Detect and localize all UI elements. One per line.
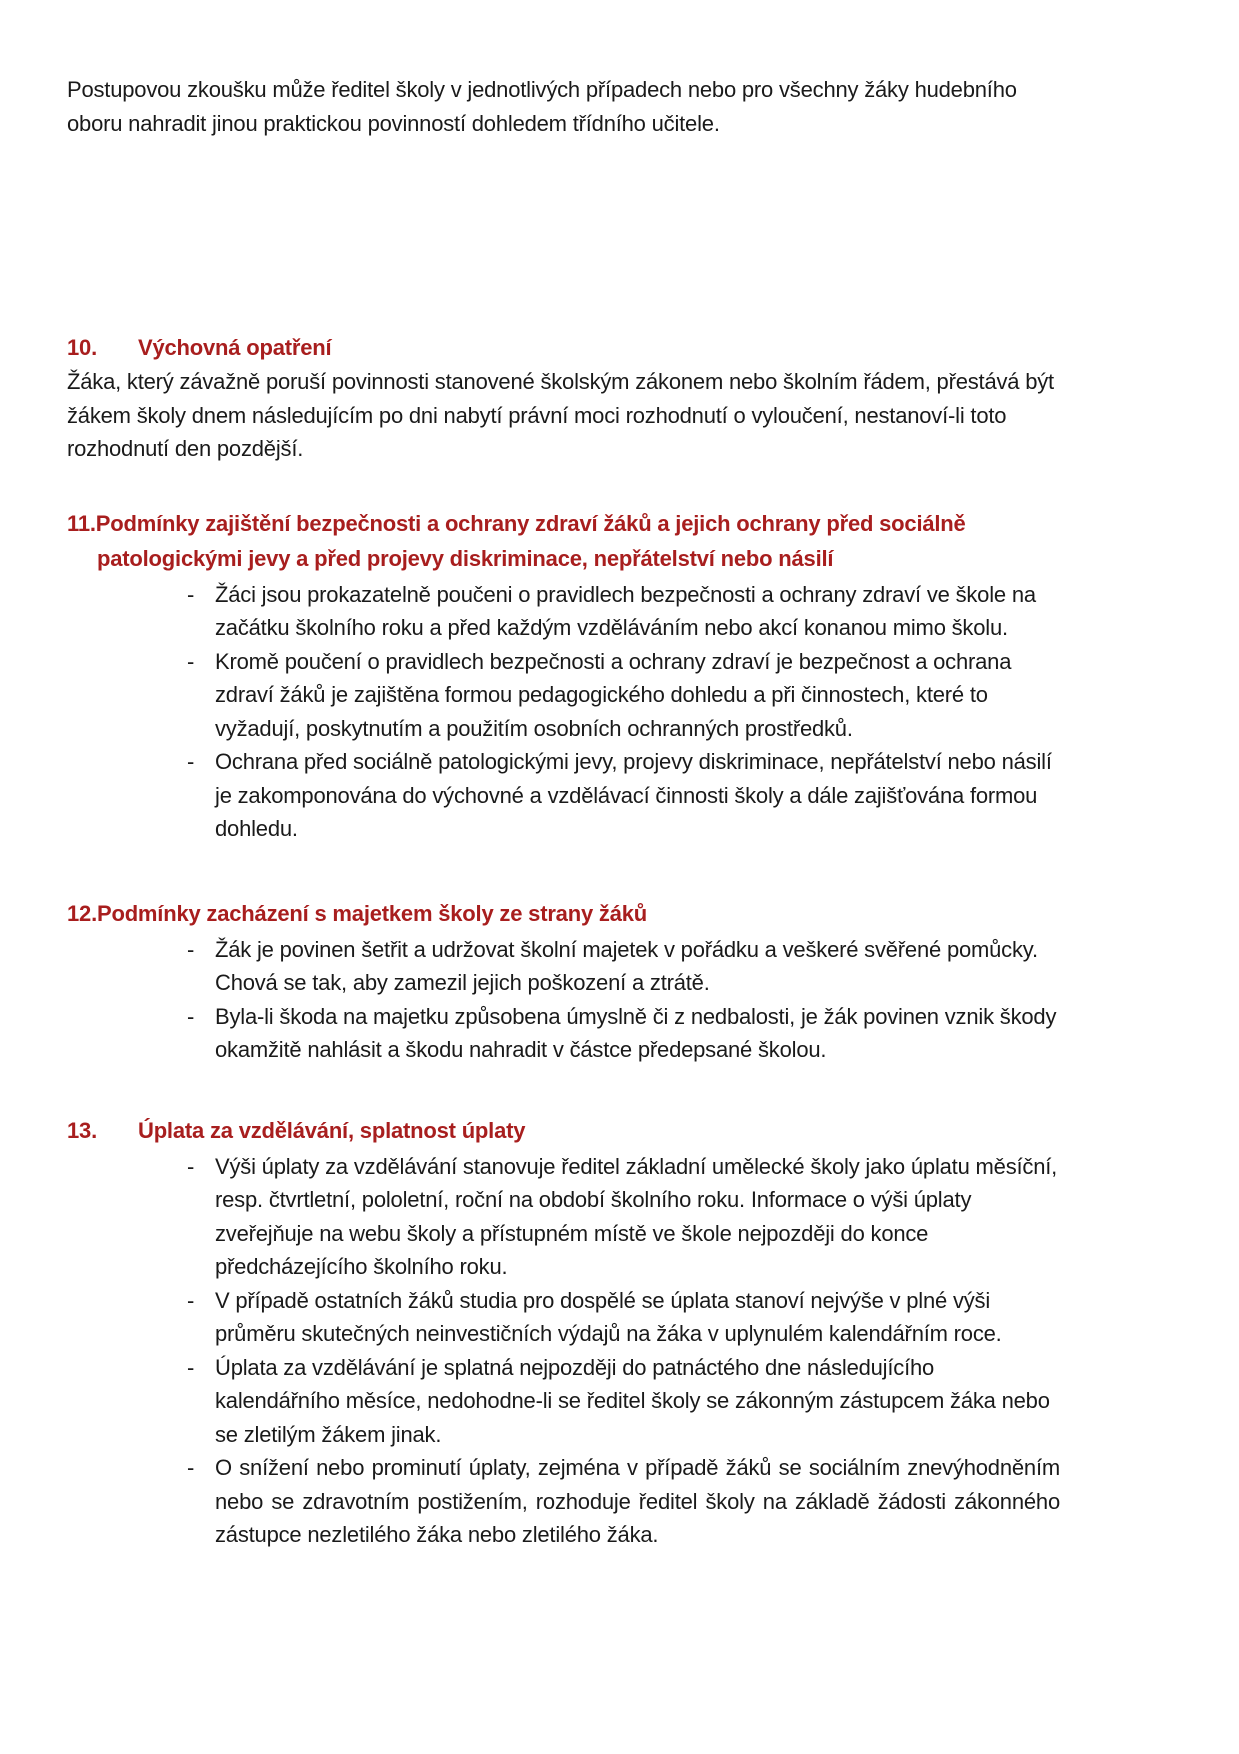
section-12-number: 12.	[67, 900, 97, 926]
section-10-body: Žáka, který závažně poruší povinnosti stanovené školským zákonem nebo školním řádem, přestává být žákem školy dnem následujícím po dni nabytí právní moci rozhodnutí o vyloučení, nestanoví-li toto rozhodnutí den pozdější.	[67, 369, 1054, 461]
section-13-number: 13.	[67, 1117, 97, 1143]
list-item: - Žáci jsou prokazatelně poučeni o pravidlech bezpečnosti a ochrany zdraví ve škole na začátku školního roku a před každým vzděláváním nebo akcí konanou mimo školu.	[187, 578, 1060, 645]
section-10-number: 10.	[67, 335, 97, 360]
section-11-heading	[67, 506, 1060, 576]
section-12	[67, 896, 1060, 1067]
list-item: - Žák je povinen šetřit a udržovat školní majetek v pořádku a veškeré svěřené pomůcky. Chová se tak, aby zamezil jejich poškození a ztrátě.	[187, 933, 1060, 1000]
section-12-bullet-list	[67, 933, 1060, 1067]
list-item: - O snížení nebo prominutí úplaty, zejména v případě žáků se sociálním znevýhodněním nebo se zdravotním postižením, rozhoduje ředitel školy na základě žádosti zákonného zástupce nezletilého žáka nebo zletilého žáka.	[187, 1451, 1060, 1552]
section-11-number: 11.	[67, 510, 96, 536]
section-13	[67, 1113, 1060, 1552]
section-13-title: Úplata za vzdělávání, splatnost úplaty	[138, 1117, 526, 1143]
list-item: - Úplata za vzdělávání je splatná nejpozději do patnáctého dne následujícího kalendářního měsíce, nedohodne-li se ředitel školy se zákonným zástupcem žáka nebo se zletilým žákem jinak.	[187, 1351, 1060, 1452]
section-12-heading	[67, 896, 1060, 931]
list-item: - Byla-li škoda na majetku způsobena úmyslně či z nedbalosti, je žák povinen vznik škody okamžitě nahlásit a škodu nahradit v částce předepsané školou.	[187, 1000, 1060, 1067]
section-10-title: Výchovná opatření	[138, 335, 332, 360]
intro-paragraph: Postupovou zkoušku může ředitel školy v jednotlivých případech nebo pro všechny žáky hudebního oboru nahradit jinou praktickou povinností dohledem třídního učitele.	[67, 77, 1017, 136]
section-10-heading	[67, 330, 1060, 365]
section-11-title: Podmínky zajištění bezpečnosti a ochrany zdraví žáků a jejich ochrany před sociálně patologickými jevy a před projevy diskriminace, nepřátelství nebo násilí	[95, 510, 966, 571]
list-item: - Ochrana před sociálně patologickými jevy, projevy diskriminace, nepřátelství nebo násilí je zakomponována do výchovné a vzdělávací činnosti školy a dále zajišťována formou dohledu.	[187, 745, 1060, 846]
section-12-title: Podmínky zacházení s majetkem školy ze strany žáků	[96, 900, 648, 926]
list-item: - V případě ostatních žáků studia pro dospělé se úplata stanoví nejvýše v plné výši průměru skutečných neinvestičních výdajů na žáka v uplynulém kalendářním roce.	[187, 1284, 1060, 1351]
section-11-bullet-list	[67, 578, 1060, 846]
section-13-heading	[67, 1113, 1060, 1148]
list-item: - Kromě poučení o pravidlech bezpečnosti a ochrany zdraví je bezpečnost a ochrana zdraví žáků je zajištěna formou pedagogického dohledu a při činnostech, které to vyžadují, poskytnutím a použitím osobních ochranných prostředků.	[187, 645, 1060, 746]
list-item: - Výši úplaty za vzdělávání stanovuje ředitel základní umělecké školy jako úplatu měsíční, resp. čtvrtletní, pololetní, roční na období školního roku. Informace o výši úplaty zveřejňuje na webu školy a přístupném místě ve škole nejpozději do konce předcházejícího školního roku.	[187, 1150, 1060, 1284]
section-10	[67, 330, 1060, 466]
section-11	[67, 506, 1060, 846]
section-13-bullet-list	[67, 1150, 1060, 1552]
